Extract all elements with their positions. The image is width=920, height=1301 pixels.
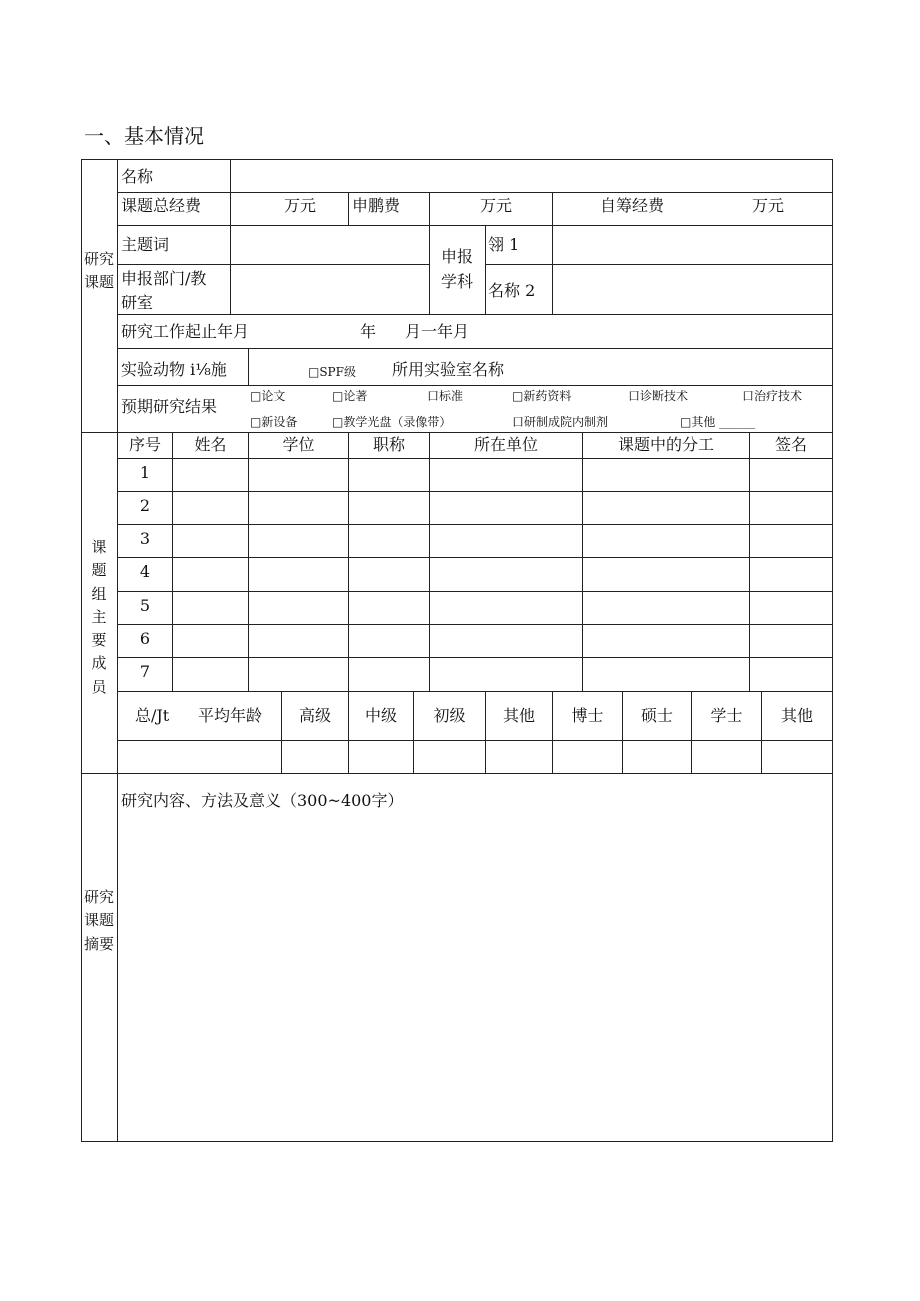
result-option-drug-data[interactable]: □新药资料 xyxy=(512,389,572,403)
result-option-therapeutic[interactable]: 口治疗技术 xyxy=(742,389,803,403)
result-option-monograph[interactable]: □论著 xyxy=(332,389,368,403)
dept-field[interactable] xyxy=(232,267,428,312)
header-signature: 签名 xyxy=(774,435,807,454)
self-fund-label: 自筹经费 xyxy=(600,196,665,215)
subject-name-2-field[interactable] xyxy=(554,267,830,312)
member-row-index: 1 xyxy=(139,463,151,482)
self-fund-unit: 万元 xyxy=(752,196,785,215)
header-degree: 学位 xyxy=(282,435,315,454)
keywords-field[interactable] xyxy=(232,228,428,262)
member-row-index: 7 xyxy=(139,662,151,681)
member-row-index: 3 xyxy=(139,529,151,548)
summary-bachelor: 学士 xyxy=(710,706,743,725)
member-row-index: 4 xyxy=(139,562,151,581)
dept-label-line2: 研室 xyxy=(121,293,154,312)
name-label: 名称 xyxy=(121,167,154,186)
total-fund-label: 课题总经费 xyxy=(121,196,202,215)
period-month: 月一年月 xyxy=(405,322,470,341)
total-fund-unit: 万元 xyxy=(284,196,317,215)
section-label-team-members: 课题组主要成员 xyxy=(91,538,107,696)
summary-total: 总/Jt xyxy=(135,706,170,725)
abstract-textarea[interactable] xyxy=(119,815,830,1139)
summary-senior: 高级 xyxy=(298,706,331,725)
result-option-diagnostic[interactable]: 口诊断技术 xyxy=(628,389,689,403)
abstract-prompt: 研究内容、方法及意义（300~400字） xyxy=(121,791,404,810)
period-year: 年 xyxy=(360,322,377,341)
summary-average-age: 平均年龄 xyxy=(198,706,263,725)
summary-master: 硕士 xyxy=(640,706,673,725)
apply-fund-label: 申鹏费 xyxy=(352,196,401,215)
result-option-teaching-disc[interactable]: □教学光盘（录像带） xyxy=(332,415,452,429)
summary-intermediate: 中级 xyxy=(364,706,397,725)
header-title: 职称 xyxy=(372,435,405,454)
subject-label-2: 学科 xyxy=(441,272,474,291)
member-row-index: 6 xyxy=(139,629,151,648)
name-field[interactable] xyxy=(232,162,830,190)
summary-other-title: 其他 xyxy=(502,706,535,725)
subject-name-2-label: 名称 2 xyxy=(488,281,536,300)
result-option-device[interactable]: □新设备 xyxy=(250,415,298,429)
header-name: 姓名 xyxy=(194,435,227,454)
header-unit: 所在单位 xyxy=(473,435,538,454)
member-row-index: 2 xyxy=(139,496,151,515)
header-index: 序号 xyxy=(128,435,161,454)
dept-label-line1: 申报部门/教 xyxy=(121,269,207,288)
result-option-preparation[interactable]: 口研制成院内制剂 xyxy=(512,415,609,429)
result-option-standard[interactable]: 口标准 xyxy=(427,389,464,403)
result-option-other[interactable]: □其他 ______ xyxy=(680,415,756,429)
animal-label: 实验动物 i⅛施 xyxy=(121,360,227,379)
section-label-research-topic: 研究课题 xyxy=(83,250,114,292)
page-title: 一、基本情况 xyxy=(84,124,204,148)
spf-checkbox[interactable]: □SPF级 xyxy=(308,365,356,379)
summary-doctor: 博士 xyxy=(571,706,604,725)
period-label: 研究工作起止年月 xyxy=(121,322,250,341)
member-row-index: 5 xyxy=(139,596,151,615)
header-role: 课题中的分工 xyxy=(617,435,714,454)
lab-name-label: 所用实验室名称 xyxy=(392,360,505,379)
subject-name-1-label: 翎 1 xyxy=(488,235,520,254)
section-label-abstract: 研究课题摘要 xyxy=(83,888,114,953)
summary-junior: 初级 xyxy=(433,706,466,725)
subject-label-1: 申报 xyxy=(441,247,474,266)
result-option-paper[interactable]: □论文 xyxy=(250,389,286,403)
results-label: 预期研究结果 xyxy=(121,397,218,416)
subject-name-1-field[interactable] xyxy=(554,228,830,262)
keywords-label: 主题词 xyxy=(121,235,170,254)
apply-fund-unit: 万元 xyxy=(480,196,513,215)
summary-other-degree: 其他 xyxy=(780,706,813,725)
